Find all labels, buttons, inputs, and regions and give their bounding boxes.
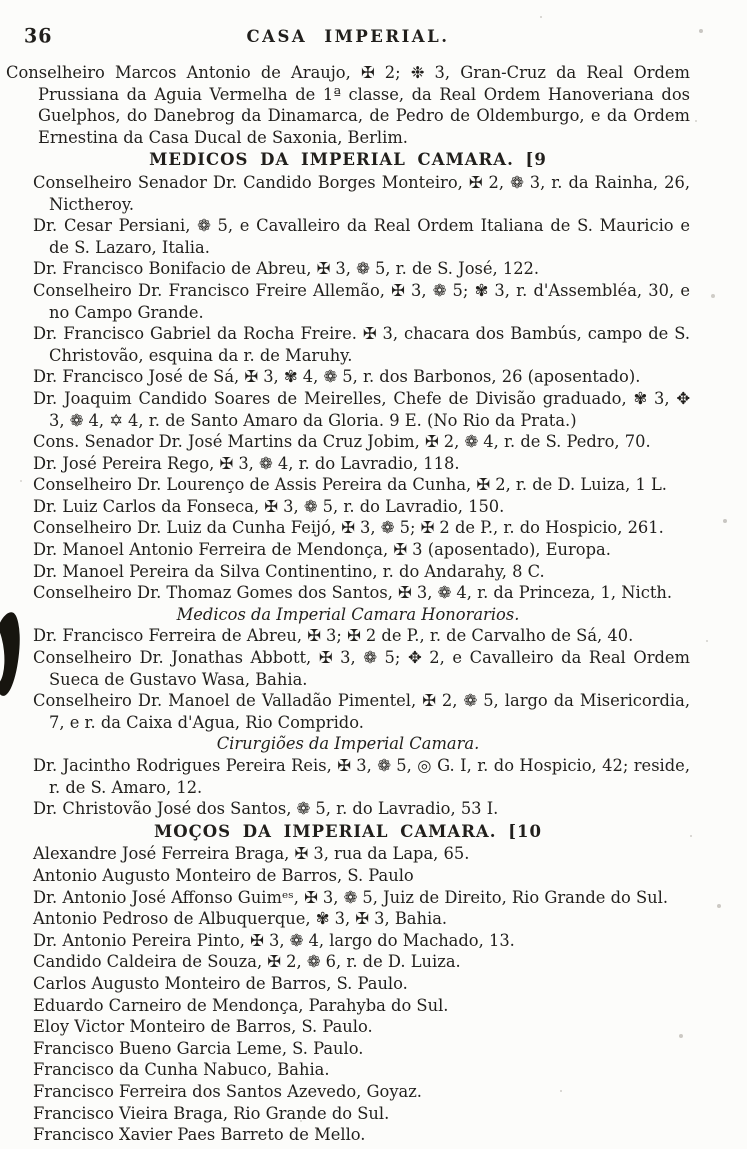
subsection-heading: Cirurgiões da Imperial Camara. <box>216 734 480 754</box>
directory-entry: Dr. Francisco Ferreira de Abreu, ✠ 3; ✠ 2 de P., r. de Carvalho de Sá, 40. <box>33 626 634 646</box>
running-title: CASA IMPERIAL. <box>246 27 450 46</box>
subsection-heading: Medicos da Imperial Camara Honorarios. <box>176 604 520 624</box>
directory-entry: Dr. Manoel Pereira da Silva Continentino, r. do Andarahy, 8 C. <box>33 561 545 581</box>
intro-paragraph: Conselheiro Marcos Antonio de Araujo, ✠ 2; ❉ 3, Gran-Cruz da Real Ordem Prussiana da Aguia Vermelha de 1ª classe, da Real Ordem Hanoveriana dos Guelphos, do Danebrog da Dinamarca, de Pedro de Oldemburgo, e da Ordem Ernestina da Casa Ducal de Saxonia, Berlim. <box>6 63 690 147</box>
directory-entry: Carlos Augusto Monteiro de Barros, S. Paulo. <box>33 973 408 993</box>
page-number: 36 <box>24 24 53 48</box>
directory-entry: Conselheiro Dr. Thomaz Gomes dos Santos, ✠ 3, ❁ 4, r. da Princeza, 1, Nicth. <box>33 583 673 603</box>
directory-entry: Francisco da Cunha Nabuco, Bahia. <box>33 1060 330 1080</box>
directory-entry: Conselheiro Dr. Lourenço de Assis Pereira da Cunha, ✠ 2, r. de D. Luiza, 1 L. <box>33 475 667 495</box>
directory-entry: Eduardo Carneiro de Mendonça, Parahyba do Sul. <box>33 995 449 1015</box>
page-content <box>6 62 690 1146</box>
paper-speckles <box>0 0 2 2</box>
directory-entry: Dr. Jacintho Rodrigues Pereira Reis, ✠ 3, ❁ 5, ◎ G. I, r. do Hospicio, 42; reside, r. de S. Amaro, 12. <box>33 756 690 797</box>
directory-entry: Conselheiro Dr. Manoel de Valladão Pimentel, ✠ 2, ❁ 5, largo da Misericordia, 7, e r. da Caixa d'Agua, Rio Comprido. <box>33 691 690 732</box>
ink-blot-stain <box>0 612 21 696</box>
directory-entry: Dr. Francisco Gabriel da Rocha Freire. ✠ 3, chacara dos Bambús, campo de S. Christovão, esquina da r. de Maruhy. <box>33 324 690 365</box>
directory-entry: Francisco Ferreira dos Santos Azevedo, Goyaz. <box>33 1081 422 1101</box>
directory-entry: Dr. Francisco Bonifacio de Abreu, ✠ 3, ❁ 5, r. de S. José, 122. <box>33 259 540 279</box>
directory-entry: Antonio Pedroso de Albuquerque, ✾ 3, ✠ 3, Bahia. <box>33 909 448 929</box>
directory-entry: Francisco Xavier Paes Barreto de Mello. <box>33 1125 366 1145</box>
directory-entry: Francisco Vieira Braga, Rio Grande do Sul. <box>33 1103 390 1123</box>
directory-entry: Conselheiro Dr. Jonathas Abbott, ✠ 3, ❁ 5; ✥ 2, e Cavalleiro da Real Ordem Sueca de Gustavo Wasa, Bahia. <box>33 648 690 689</box>
directory-entry: Dr. Francisco José de Sá, ✠ 3, ✾ 4, ❁ 5, r. dos Barbonos, 26 (aposentado). <box>33 367 641 387</box>
directory-entry: Eloy Victor Monteiro de Barros, S. Paulo. <box>33 1017 373 1037</box>
directory-blocks <box>6 149 690 1145</box>
directory-entry: Antonio Augusto Monteiro de Barros, S. Paulo <box>33 865 414 885</box>
directory-entry: Alexandre José Ferreira Braga, ✠ 3, rua da Lapa, 65. <box>33 844 470 864</box>
directory-entry: Francisco Bueno Garcia Leme, S. Paulo. <box>33 1038 364 1058</box>
section-heading: MEDICOS DA IMPERIAL CAMARA. [9 <box>149 150 547 170</box>
directory-entry: Dr. Antonio Pereira Pinto, ✠ 3, ❁ 4, largo do Machado, 13. <box>33 930 515 950</box>
directory-entry: Candido Caldeira de Souza, ✠ 2, ❁ 6, r. de D. Luiza. <box>33 952 461 972</box>
directory-entry: Dr. Joaquim Candido Soares de Meirelles, Chefe de Divisão graduado, ✾ 3, ✥ 3, ❁ 4, ✡ 4, r. de Santo Amaro da Gloria. 9 E. (No Rio da Prata.) <box>33 388 690 430</box>
directory-entry: Dr. Manoel Antonio Ferreira de Mendonça, ✠ 3 (aposentado), Europa. <box>33 540 611 560</box>
directory-entry: Conselheiro Dr. Francisco Freire Allemão, ✠ 3, ❁ 5; ✾ 3, r. d'Assembléa, 30, e no Campo Grande. <box>33 280 690 322</box>
directory-entry: Dr. Cesar Persiani, ❁ 5, e Cavalleiro da Real Ordem Italiana de S. Mauricio e de S. Lazaro, Italia. <box>33 216 690 257</box>
section-heading: MOÇOS DA IMPERIAL CAMARA. [10 <box>154 821 542 841</box>
directory-entry: Cons. Senador Dr. José Martins da Cruz Jobim, ✠ 2, ❁ 4, r. de S. Pedro, 70. <box>33 432 651 452</box>
directory-entry: Dr. Luiz Carlos da Fonseca, ✠ 3, ❁ 5, r. do Lavradio, 150. <box>33 496 505 516</box>
directory-entry: Dr. Christovão José dos Santos, ❁ 5, r. do Lavradio, 53 I. <box>33 799 499 819</box>
directory-entry: Dr. José Pereira Rego, ✠ 3, ❁ 4, r. do Lavradio, 118. <box>33 453 460 473</box>
directory-entry: Conselheiro Dr. Luiz da Cunha Feijó, ✠ 3, ❁ 5; ✠ 2 de P., r. do Hospicio, 261. <box>33 518 664 538</box>
directory-entry: Dr. Antonio José Affonso Guimᵉˢ, ✠ 3, ❁ 5, Juiz de Direito, Rio Grande do Sul. <box>33 887 669 907</box>
directory-entry: Conselheiro Senador Dr. Candido Borges Monteiro, ✠ 2, ❁ 3, r. da Rainha, 26, Nictheroy. <box>33 172 690 214</box>
